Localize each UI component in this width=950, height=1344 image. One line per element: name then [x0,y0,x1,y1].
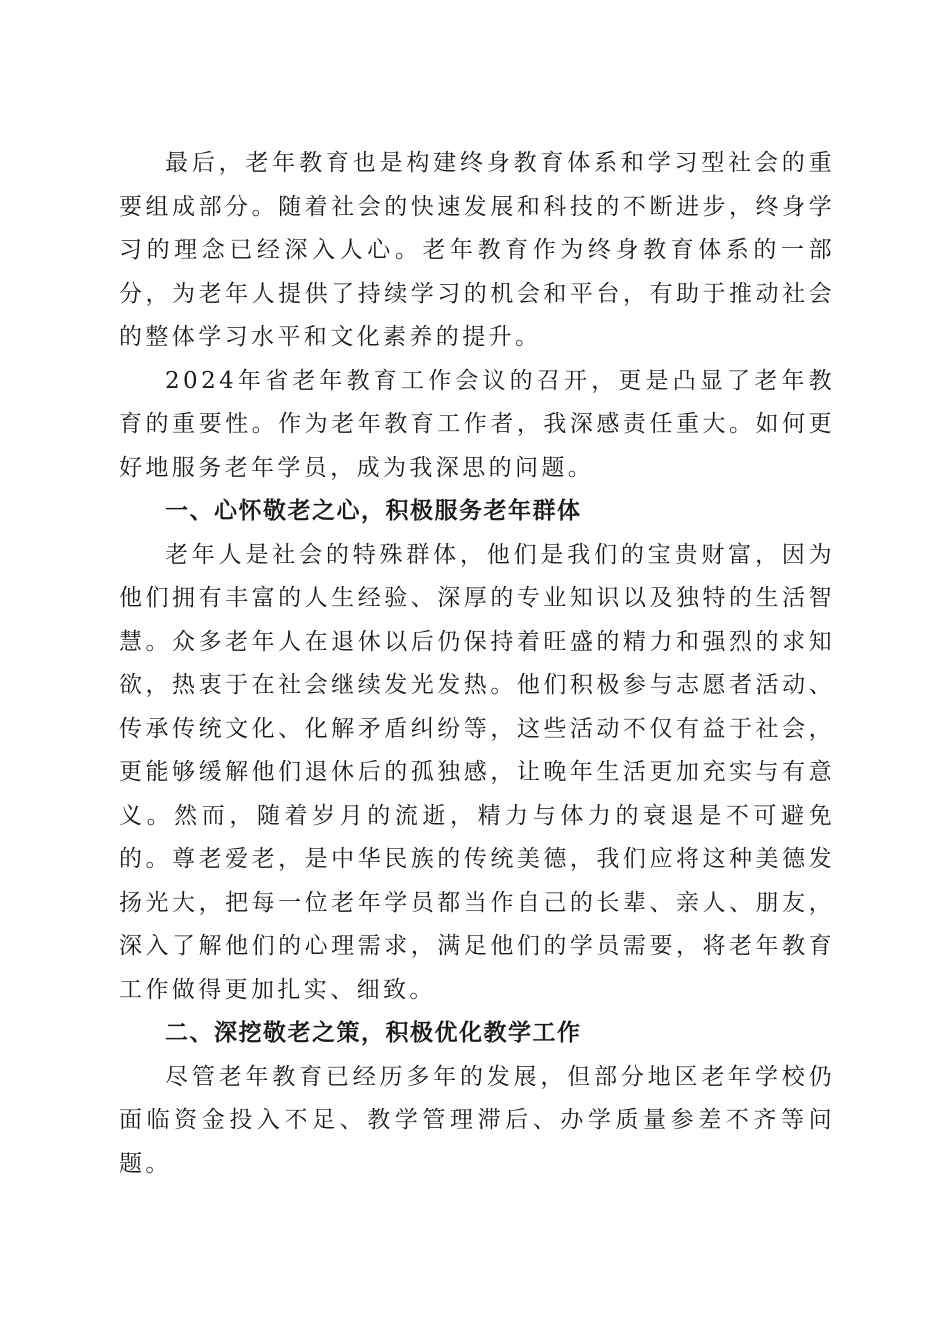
paragraph-conference: 2024年省老年教育工作会议的召开，更是凸显了老年教育的重要性。作为老年教育工作者，我深感责任重大。如何更好地服务老年学员，成为我深思的问题。 [119,367,835,481]
document-body [119,142,835,1186]
section-heading-1: 一、心怀敬老之心，积极服务老年群体 [165,498,582,524]
paragraph-respect-elderly: 老年人是社会的特殊群体，他们是我们的宝贵财富，因为他们拥有丰富的人生经验、深厚的专业知识以及独特的生活智慧。众多老年人在退休以后仍保持着旺盛的精力和强烈的求知欲，热衷于在社会继续发光发热。他们积极参与志愿者活动、传承传统文化、化解矛盾纠纷等，这些活动不仅有益于社会，更能够缓解他们退休后的孤独感，让晚年生活更加充实与有意义。然而，随着岁月的流逝，精力与体力的衰退是不可避免的。尊老爱老，是中华民族的传统美德，我们应将这种美德发扬光大，把每一位老年学员都当作自己的长辈、亲人、朋友，深入了解他们的心理需求，满足他们的学员需要，将老年教育工作做得更加扎实、细致。 [119,541,835,1003]
paragraph-teaching-issues: 尽管老年教育已经历多年的发展，但部分地区老年学校仍面临资金投入不足、教学管理滞后、办学质量参差不齐等问题。 [119,1063,835,1177]
paragraph-lifelong-learning: 最后，老年教育也是构建终身教育体系和学习型社会的重要组成部分。随着社会的快速发展和科技的不断进步，终身学习的理念已经深入人心。老年教育作为终身教育体系的一部分，为老年人提供了持续学习的机会和平台，有助于推动社会的整体学习水平和文化素养的提升。 [119,150,835,350]
section-heading-2: 二、深挖敬老之策，积极优化教学工作 [165,1020,582,1046]
